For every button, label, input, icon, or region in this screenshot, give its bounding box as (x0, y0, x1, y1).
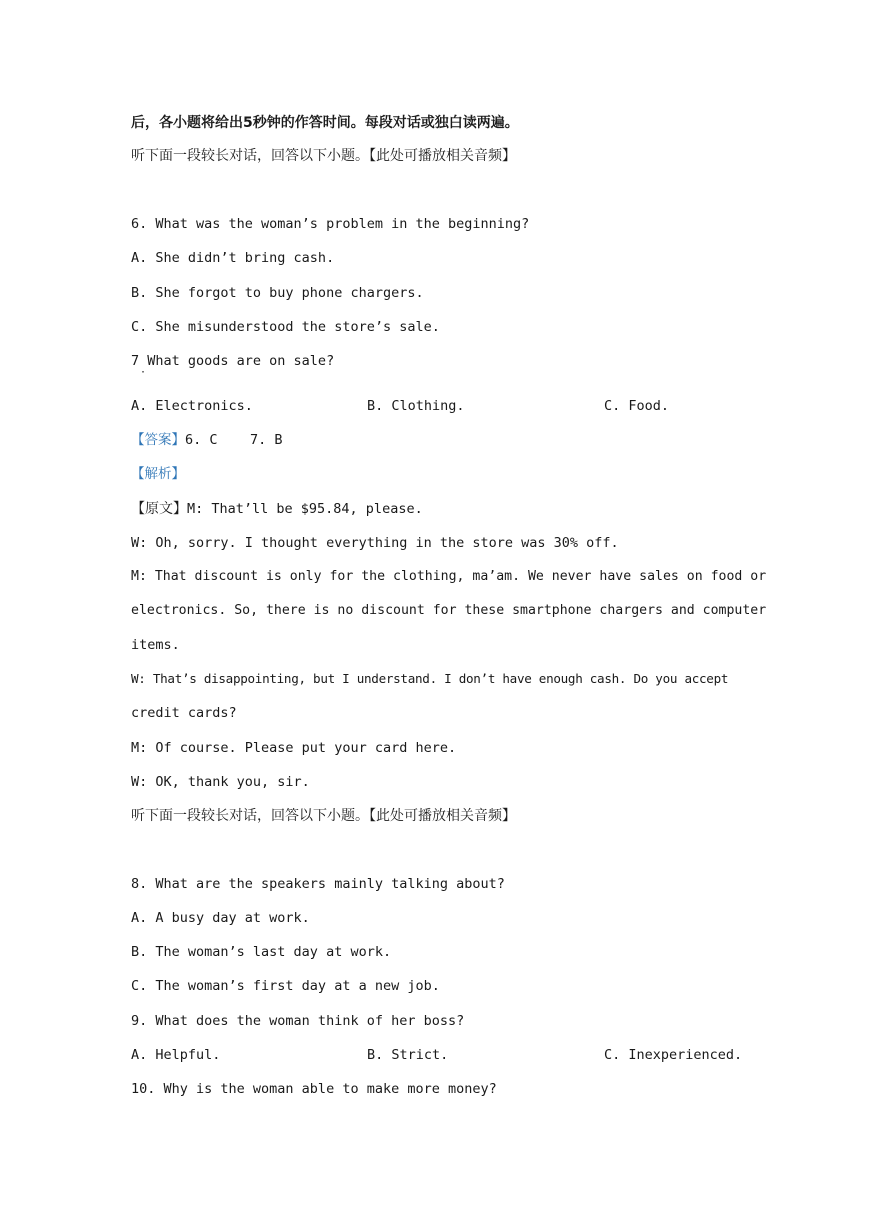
transcript-line-9: W: OK, thank you, sir. (131, 774, 310, 790)
question-7-stem: 7 What goods are on sale? (131, 353, 335, 369)
question-6-option-b: B. She forgot to buy phone chargers. (131, 285, 424, 301)
answer-line (131, 431, 283, 449)
listening-prompt-2: 听下面一段较长对话，回答以下小题。【此处可播放相关音频】 (131, 808, 516, 824)
question-6-option-a: A. She didn’t bring cash. (131, 250, 335, 266)
question-10-stem: 10. Why is the woman able to make more money? (131, 1081, 497, 1097)
question-8-stem: 8. What are the speakers mainly talking about? (131, 876, 505, 892)
question-9-option-c: C. Inexperienced. (604, 1047, 743, 1063)
question-7-option-c: C. Food. (604, 398, 670, 414)
question-8-option-a: A. A busy day at work. (131, 910, 310, 926)
transcript-line-3: M: That discount is only for the clothing, ma’am. We never have sales on food or (131, 569, 767, 584)
transcript-line-4: electronics. So, there is no discount for these smartphone chargers and computer (131, 603, 767, 618)
question-9-option-a: A. Helpful. (131, 1047, 221, 1063)
question-6-stem: 6. What was the woman’s problem in the beginning? (131, 216, 530, 232)
question-8-option-b: B. The woman’s last day at work. (131, 944, 392, 960)
question-7-dot: · (140, 367, 147, 378)
question-8-option-c: C. The woman’s first day at a new job. (131, 978, 440, 994)
question-7-option-b: B. Clothing. (367, 398, 465, 414)
question-7-option-a: A. Electronics. (131, 398, 253, 414)
answer-tag: 【答案】 (131, 432, 185, 448)
transcript-line-1: 【原文】M: That’ll be $95.84, please. (131, 501, 423, 517)
transcript-line-6: W: That’s disappointing, but I understand. I don’t have enough cash. Do you accept (131, 671, 729, 686)
listening-prompt: 听下面一段较长对话，回答以下小题。【此处可播放相关音频】 (131, 148, 516, 164)
analysis-tag: 【解析】 (131, 466, 185, 482)
transcript-line-7: credit cards? (131, 705, 237, 721)
section-intro: 后，各小题将给出5秒钟的作答时间。每段对话或独白读两遍。 (131, 115, 519, 131)
question-6-option-c: C. She misunderstood the store’s sale. (131, 319, 440, 335)
question-9-stem: 9. What does the woman think of her boss? (131, 1013, 465, 1029)
transcript-tag: 【原文】 (131, 501, 187, 517)
transcript-line-8: M: Of course. Please put your card here. (131, 740, 457, 756)
question-9-option-b: B. Strict. (367, 1047, 449, 1063)
answer-text: 6. C 7. B (185, 432, 283, 448)
transcript-line-2: W: Oh, sorry. I thought everything in the store was 30% off. (131, 535, 619, 551)
transcript-line-5: items. (131, 637, 180, 653)
